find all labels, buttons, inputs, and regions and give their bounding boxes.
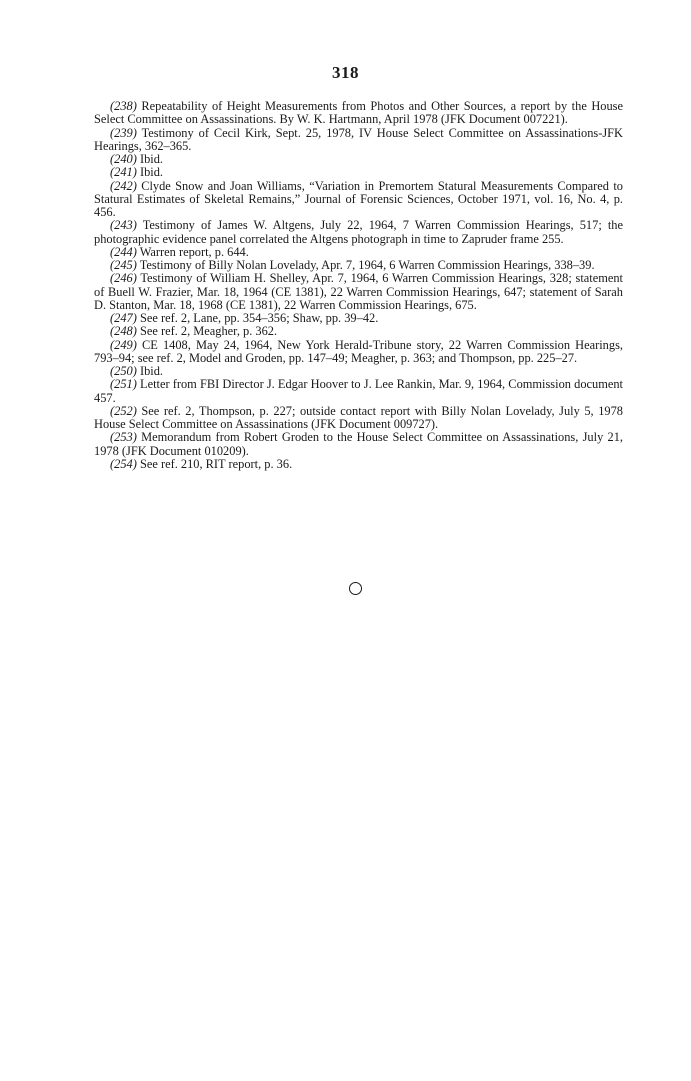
endnote-text: See ref. 210, RIT report, p. 36. [139, 456, 293, 471]
endnote [94, 100, 623, 127]
endnote [94, 219, 623, 246]
endnote-number: (247) [110, 311, 137, 325]
endnote-number: (249) [110, 337, 137, 352]
endnote [94, 339, 623, 366]
endnote [94, 166, 623, 179]
endnote [94, 325, 623, 338]
endnote-text: Clyde Snow and Joan Williams, “Variation in Premortem Statural Measurements Compared to Statural Estimates of Skeletal Remains,” Journal of Forensic Sciences, October 1971, vol. 16, No. 4, p. 456. [94, 178, 623, 219]
endnote [94, 127, 623, 154]
endnote-number: (243) [110, 218, 137, 233]
endnote-text: See ref. 2, Thompson, p. 227; outside contact report with Billy Nolan Lovelady, July 5, 1978 House Select Committee on Assassinations (JFK Document 009727). [94, 403, 623, 431]
endnote [94, 312, 623, 325]
endnote-number: (250) [110, 364, 137, 378]
endnote-number: (246) [110, 271, 137, 286]
endnote [94, 246, 623, 259]
endnote-number: (242) [110, 178, 137, 193]
endnote [94, 405, 623, 432]
endnote [94, 153, 623, 166]
endnote-number: (239) [110, 125, 137, 140]
endnote [94, 259, 623, 272]
endnote [94, 431, 623, 458]
endnote-text: Ibid. [139, 364, 164, 378]
endnote [94, 180, 623, 220]
endnote-number: (248) [110, 324, 137, 339]
endnote-text: Testimony of William H. Shelley, Apr. 7, 1964, 6 Warren Commission Hearings, 328; statement of Buell W. Frazier, Mar. 18, 1964 (CE 1381), 22 Warren Commission Hearings, 647; statement of Sarah D. Stanton, Mar. 18, 1968 (CE 1381), 22 Warren Commission Hearings, 675. [94, 271, 623, 312]
endnote-number: (240) [110, 152, 137, 166]
endnotes-list [94, 100, 623, 471]
endnote [94, 272, 623, 312]
endnote-number: (241) [110, 165, 137, 180]
endnote [94, 378, 623, 405]
endnote-text: Warren report, p. 644. [139, 244, 249, 259]
end-of-section-circle-icon [349, 582, 362, 595]
endnote-number: (244) [110, 244, 137, 259]
endnote-text: Ibid. [139, 152, 164, 166]
endnote-number: (238) [110, 99, 137, 113]
endnote-text: Testimony of Cecil Kirk, Sept. 25, 1978, IV House Select Committee on Assassinations-JFK Hearings, 362–365. [94, 125, 624, 153]
endnote-number: (253) [110, 430, 137, 445]
endnote-text: Repeatability of Height Measurements from Photos and Other Sources, a report by the House Select Committee on Assassinations. By W. K. Hartmann, April 1978 (JFK Document 007221). [94, 99, 623, 127]
endnote-text: Ibid. [139, 165, 164, 180]
endnote-text: CE 1408, May 24, 1964, New York Herald-Tribune story, 22 Warren Commission Hearings, 793–94; see ref. 2, Model and Groden, pp. 147–49; Meagher, p. 363; and Thompson, pp. 225–27. [94, 337, 623, 365]
endnote-number: (252) [110, 403, 137, 418]
endnote [94, 458, 623, 471]
endnote [94, 365, 623, 378]
endnote-number: (254) [110, 456, 137, 471]
endnote-number: (245) [110, 258, 137, 272]
endnote-text: Testimony of Billy Nolan Lovelady, Apr. 7, 1964, 6 Warren Commission Hearings, 338–39. [139, 258, 595, 272]
endnote-text: See ref. 2, Meagher, p. 362. [139, 324, 278, 339]
endnote-text: Memorandum from Robert Groden to the House Select Committee on Assassinations, July 21, 1978 (JFK Document 010209). [94, 430, 624, 458]
endnote-text: Letter from FBI Director J. Edgar Hoover to J. Lee Rankin, Mar. 9, 1964, Commission document 457. [94, 377, 623, 405]
page-number: 318 [332, 63, 359, 82]
endnote-text: See ref. 2, Lane, pp. 354–356; Shaw, pp. 39–42. [139, 311, 379, 325]
endnote-text: Testimony of James W. Altgens, July 22, 1964, 7 Warren Commission Hearings, 517; the photographic evidence panel correlated the Altgens photograph in time to Zapruder frame 255. [94, 218, 624, 246]
endnote-number: (251) [110, 377, 137, 392]
